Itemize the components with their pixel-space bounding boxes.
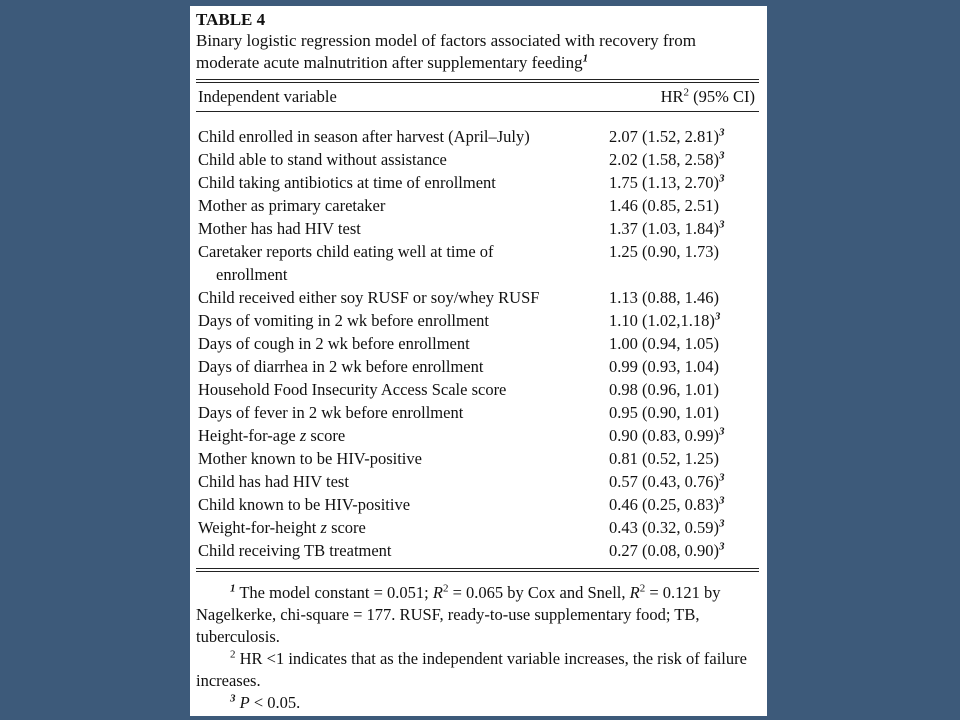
table-row [196,539,759,562]
row-footnote-mark: 3 [719,172,725,185]
row-variable [196,240,609,286]
footnote-1 [196,582,759,648]
row-variable-text: Days of vomiting in 2 wk before enrollment [198,311,489,330]
row-variable-text: Days of fever in 2 wk before enrollment [198,403,464,422]
table-row [196,447,759,470]
row-hr [609,309,759,332]
bottom-rule [196,568,759,572]
row-variable [196,309,609,332]
row-variable-italic: z [320,518,327,537]
row-hr [609,378,759,401]
row-variable [196,424,609,447]
row-footnote-mark: 3 [714,310,721,323]
table-caption [196,30,759,74]
footnote-1-text-a: The model constant = 0.051; [235,583,433,602]
row-hr [609,171,759,194]
table-footnotes [196,578,759,714]
header-hr [605,85,759,108]
row-hr [609,516,759,539]
row-hr-value: 1.00 (0.94, 1.05) [609,334,719,353]
footnote-1-sq: 2 [442,582,449,595]
footnote-3-text: < 0.05. [249,693,301,712]
row-variable [196,401,609,424]
row-hr-value: 0.99 (0.93, 1.04) [609,357,719,376]
table-row [196,194,759,217]
row-footnote-mark: 3 [719,218,725,231]
row-variable [196,378,609,401]
row-footnote-mark: 3 [719,540,725,553]
header-hr-fn: 2 [683,86,690,99]
row-hr-value: 0.46 (0.25, 0.83) [609,495,719,514]
row-variable [196,194,609,217]
row-variable-text: Child has had HIV test [198,472,349,491]
row-variable [196,286,609,309]
row-variable-text: Child received either soy RUSF or soy/whey RUSF [198,288,540,307]
row-variable-continuation: enrollment [216,265,288,284]
footnote-3-mark: 3 [230,692,236,705]
table-row [196,171,759,194]
row-variable-text: Mother as primary caretaker [198,196,386,215]
row-footnote-mark: 3 [719,425,725,438]
footnote-3-p: P [239,693,250,712]
row-variable [196,148,609,171]
row-hr-value: 1.10 (1.02,1.18) [609,311,715,330]
row-hr-value: 1.25 (0.90, 1.73) [609,242,719,261]
table-row [196,309,759,332]
row-hr [609,332,759,355]
row-footnote-mark: 3 [719,149,725,162]
row-hr-value: 0.57 (0.43, 0.76) [609,472,719,491]
table-row [196,378,759,401]
row-variable [196,516,609,539]
row-hr [609,539,759,562]
header-rule [196,111,759,112]
row-hr-value: 0.81 (0.52, 1.25) [609,449,719,468]
row-hr [609,125,759,148]
row-variable [196,493,609,516]
footnote-1-mark: 1 [230,582,236,595]
row-variable-text: Child able to stand without assistance [198,150,447,169]
table-row [196,286,759,309]
row-variable-text: Child known to be HIV-positive [198,495,411,514]
table-row [196,516,759,539]
row-hr [609,148,759,171]
footnote-1-r: R [432,583,443,602]
footnote-1-text-c: = 0.121 by Nagelkerke, chi-square = 177. RUSF, ready-to-use supplementary food; TB, tuberculosis. [196,583,721,646]
row-variable [196,332,609,355]
row-variable-tail: score [326,518,366,537]
footnote-2-mark: 2 [230,648,236,661]
row-hr [609,470,759,493]
caption-text: Binary logistic regression model of factors associated with recovery from moderate acute malnutrition after supplementary feeding [196,31,696,72]
row-variable [196,125,609,148]
row-footnote-mark: 3 [719,471,725,484]
row-hr-value: 1.75 (1.13, 2.70) [609,173,719,192]
row-hr [609,447,759,470]
row-variable [196,171,609,194]
row-variable [196,470,609,493]
row-variable-text: Weight-for-height [198,518,317,537]
footnote-1-r2: R [629,583,640,602]
table-row [196,332,759,355]
header-hr-ci: (95% CI) [689,87,755,106]
row-hr-value: 1.13 (0.88, 1.46) [609,288,719,307]
row-variable-text: Child receiving TB treatment [198,541,392,560]
row-hr [609,217,759,240]
table-row [196,217,759,240]
row-variable-text: Height-for-age [198,426,296,445]
row-variable [196,539,609,562]
row-hr-value: 0.90 (0.83, 0.99) [609,426,719,445]
table-row [196,148,759,171]
table-row [196,355,759,378]
row-variable-text: Mother has had HIV test [198,219,361,238]
row-variable [196,355,609,378]
row-footnote-mark: 3 [719,517,725,530]
row-hr-value: 0.98 (0.96, 1.01) [609,380,719,399]
table-header-row [196,83,759,111]
row-hr-value: 1.37 (1.03, 1.84) [609,219,719,238]
row-variable-italic: z [299,426,307,445]
table-body [196,125,759,562]
footnote-1-sq2: 2 [639,582,646,595]
footnote-3 [196,692,759,714]
table-row [196,125,759,148]
footnote-2 [196,648,759,692]
footnote-2-text: HR <1 indicates that as the independent variable increases, the risk of failure increases. [196,649,747,690]
row-hr [609,493,759,516]
row-variable-text: Household Food Insecurity Access Scale score [198,380,507,399]
row-hr-value: 0.43 (0.32, 0.59) [609,518,719,537]
row-hr [609,355,759,378]
table-row [196,424,759,447]
row-hr [609,194,759,217]
row-hr [609,424,759,447]
caption-footnote-mark: 1 [582,52,589,65]
row-variable-text: Days of cough in 2 wk before enrollment [198,334,470,353]
row-footnote-mark: 3 [719,126,725,139]
footnote-1-text-b: = 0.065 by Cox and Snell, [448,583,630,602]
row-hr-value: 1.46 (0.85, 2.51) [609,196,719,215]
row-hr-value: 0.27 (0.08, 0.90) [609,541,719,560]
table-slide [190,6,767,716]
table-row [196,493,759,516]
table-row [196,470,759,493]
header-independent-variable: Independent variable [198,87,337,106]
row-hr [609,401,759,424]
table-row [196,240,759,286]
row-hr [609,286,759,309]
row-hr-value: 0.95 (0.90, 1.01) [609,403,719,422]
row-variable-text: Child enrolled in season after harvest (April–July) [198,127,530,146]
row-footnote-mark: 3 [719,494,725,507]
row-variable [196,447,609,470]
row-variable-text: Child taking antibiotics at time of enrollment [198,173,496,192]
row-hr [609,240,759,286]
row-variable-text: Days of diarrhea in 2 wk before enrollment [198,357,484,376]
row-hr-value: 2.02 (1.58, 2.58) [609,150,719,169]
row-variable [196,217,609,240]
row-hr-value: 2.07 (1.52, 2.81) [609,127,719,146]
row-variable-text: Caretaker reports child eating well at time of [198,242,494,261]
header-hr-label: HR [660,87,684,106]
row-variable-tail: score [306,426,346,445]
table-row [196,401,759,424]
row-variable-text: Mother known to be HIV-positive [198,449,422,468]
table-label: TABLE 4 [196,10,266,29]
